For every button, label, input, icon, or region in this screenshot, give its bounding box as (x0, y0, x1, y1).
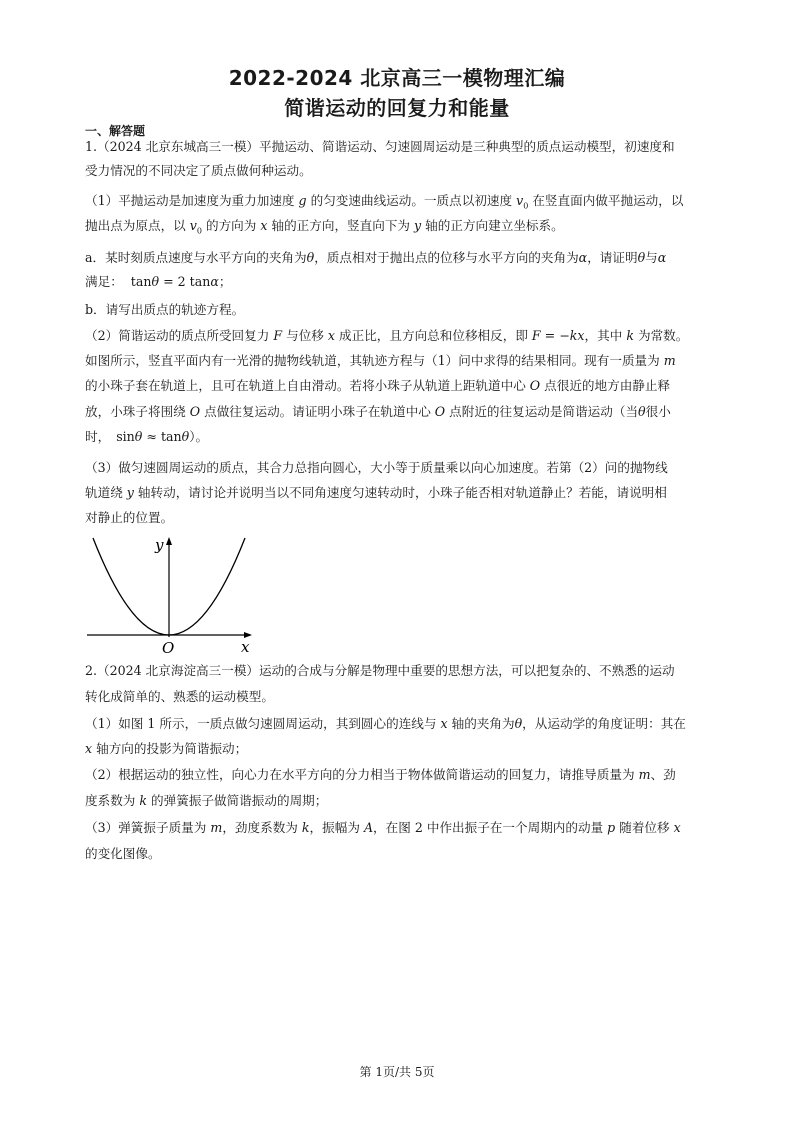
q2-line: x 轴方向的投影为简谐振动； (85, 741, 248, 756)
q1-line: 时， sinθ ≈ tanθ）。 (85, 429, 209, 444)
document-title: 2022-2024 北京高三一模物理汇编 (228, 66, 566, 90)
q1-line: 受力情况的不同决定了质点做何种运动。 (85, 163, 312, 178)
q1-line: 轨道绕 y 轴转动，请讨论并说明当以不同角速度匀速转动时，小珠子能否相对轨道静止？若能，请说明相 (85, 485, 667, 500)
parabola-figure (85, 532, 265, 657)
q2-line: 度系数为 k 的弹簧振子做简谐振动的周期； (85, 793, 328, 808)
origin-label: O (162, 639, 175, 657)
q1-line: b．请写出质点的轨迹方程。 (85, 302, 245, 317)
q1-line: （1）平抛运动是加速度为重力加速度 g 的匀变速曲线运动。一质点以初速度 $v_0$ 在竖直面内做平抛运动，以 (85, 193, 684, 211)
q2-line: 2.（2024 北京海淀高三一模）运动的合成与分解是物理中重要的思想方法，可以把复杂的、不熟悉的运动 (85, 663, 675, 678)
y-axis-label: y (155, 536, 164, 554)
q2-line: 的变化图像。 (85, 846, 161, 861)
q1-line: 抛出点为原点，以 $v_0$ 的方向为 x 轴的正方向，竖直向下为 y 轴的正方向建立坐标系。 (85, 218, 564, 236)
q1-line: 1.（2024 北京东城高三一模）平抛运动、简谐运动、匀速圆周运动是三种典型的质点运动模型，初速度和 (85, 139, 675, 154)
q1-line: a．某时刻质点速度与水平方向的夹角为θ，质点相对于抛出点的位移与水平方向的夹角为α，请证明θ与α (85, 250, 667, 265)
q1-line: 对静止的位置。 (85, 510, 174, 525)
section-heading: 一、解答题 (85, 124, 146, 138)
q1-line: 放，小珠子将围绕 O 点做往复运动。请证明小珠子在轨道中心 O 点附近的往复运动是简谐运动（当θ很小 (85, 404, 671, 419)
q1-line: 满足： tanθ = 2 tanα； (85, 274, 232, 289)
q2-line: （2）根据运动的独立性，向心力在水平方向的分力相当于物体做简谐运动的回复力，请推导质量为 m、劲 (85, 767, 676, 782)
q1-line: 如图所示，竖直平面内有一光滑的抛物线轨道，其轨迹方程与（1）问中求得的结果相同。现有一质量为 m (85, 353, 676, 368)
q1-line: （2）简谐运动的质点所受回复力 F 与位移 x 成正比，且方向总和位移相反，即 F = −kx，其中 k 为常数。 (85, 328, 689, 343)
x-axis-label: x (241, 638, 250, 656)
q2-line: 转化成简单的、熟悉的运动模型。 (85, 689, 274, 704)
q1-line: 的小珠子套在轨道上，且可在轨道上自由滑动。若将小珠子从轨道上距轨道中心 O 点很近的地方由静止释 (85, 378, 671, 393)
q1-line: （3）做匀速圆周运动的质点，其合力总指向圆心，大小等于质量乘以向心加速度。若第（2）问的抛物线 (85, 460, 668, 475)
y-axis-arrow (166, 537, 172, 545)
q2-line: （1）如图 1 所示，一质点做匀速圆周运动，其到圆心的连线与 x 轴的夹角为θ，从运动学的角度证明：其在 (85, 716, 686, 731)
q2-line: （3）弹簧振子质量为 m，劲度系数为 k，振幅为 A，在图 2 中作出振子在一个周期内的动量 p 随着位移 x (85, 820, 681, 835)
page-footer: 第 1页/共 5页 (359, 1065, 435, 1079)
document-subtitle: 简谐运动的回复力和能量 (284, 96, 510, 120)
